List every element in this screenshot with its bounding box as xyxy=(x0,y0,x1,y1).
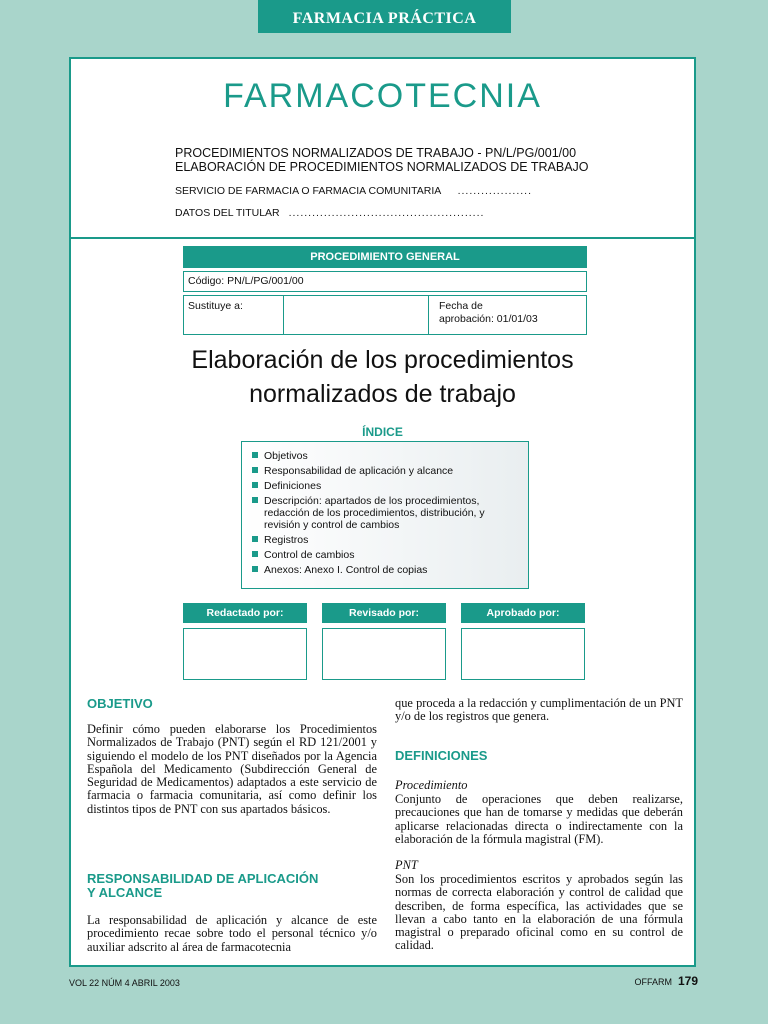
index-item: Anexos: Anexo I. Control de copias xyxy=(252,564,520,576)
definition-pnt-term: PNT xyxy=(395,858,418,872)
titular-dots: .................................................. xyxy=(288,207,485,219)
bullet-square-icon xyxy=(252,566,258,572)
index-box xyxy=(241,441,529,589)
footer-page-info xyxy=(634,974,698,988)
approved-by-box xyxy=(461,628,585,680)
bullet-square-icon xyxy=(252,452,258,458)
objective-heading: OBJETIVO xyxy=(87,696,153,711)
service-label: SERVICIO DE FARMACIA O FARMACIA COMUNITARIA xyxy=(175,185,441,197)
substitution-row xyxy=(183,295,587,335)
responsibility-heading-line2: Y ALCANCE xyxy=(87,885,163,900)
definition-procedure-text: Conjunto de operaciones que deben realizarse, precauciones que han de tomarse y medidas que deberán aplicarse relacionadas directa o indirectamente con la elaboración de la fórmula magistral (FM). xyxy=(395,792,683,846)
bullet-square-icon xyxy=(252,497,258,503)
index-item: Descripción: apartados de los procedimientos, redacción de los procedimientos, distribución, y revisión y control de cambios xyxy=(252,495,520,531)
approval-date-line2: aprobación: 01/01/03 xyxy=(439,313,538,325)
responsibility-heading xyxy=(87,872,318,900)
index-item: Responsabilidad de aplicación y alcance xyxy=(252,465,520,477)
document-title xyxy=(71,343,694,411)
titular-label: DATOS DEL TITULAR xyxy=(175,207,280,219)
responsibility-text: La responsabilidad de aplicación y alcance de este procedimiento recae sobre todo el personal técnico y/o auxiliar adscrito al área de farmacotecnia xyxy=(87,913,377,954)
written-by-box xyxy=(183,628,307,680)
replaces-value xyxy=(284,296,429,334)
reviewed-by-box xyxy=(322,628,446,680)
section-tab: FARMACIA PRÁCTICA xyxy=(258,0,511,33)
document-title-line1: Elaboración de los procedimientos xyxy=(191,346,574,374)
document-title-line2: normalizados de trabajo xyxy=(249,380,516,408)
bullet-square-icon xyxy=(252,467,258,473)
bullet-square-icon xyxy=(252,482,258,488)
index-item: Definiciones xyxy=(252,480,520,492)
responsibility-heading-line1: RESPONSABILIDAD DE APLICACIÓN xyxy=(87,871,319,886)
written-by-header: Redactado por: xyxy=(183,603,307,623)
index-item: Control de cambios xyxy=(252,549,520,561)
approval-date xyxy=(429,296,586,334)
bullet-square-icon xyxy=(252,536,258,542)
general-procedure-header: PROCEDIMIENTO GENERAL xyxy=(183,246,587,268)
titular-line xyxy=(175,207,484,219)
index-item: Objetivos xyxy=(252,450,520,462)
page-number: 179 xyxy=(677,974,698,988)
page-title: FARMACOTECNIA xyxy=(223,77,542,115)
bullet-square-icon xyxy=(252,551,258,557)
reviewed-by-header: Revisado por: xyxy=(322,603,446,623)
objective-text: Definir cómo pueden elaborarse los Procedimientos Normalizados de Trabajo (PNT) según el RD 121/2001 y siguiendo el modelo de los PNT diseñados por la Agencia Española del Medicamento (Subdirección General de Seguridad de Medicamentos) adaptados a este servicio de farmacia o farmacia comunitaria, así como definir los distintos tipos de PNT con sus apartados básicos. xyxy=(87,722,377,816)
index-item: Registros xyxy=(252,534,520,546)
service-dots: ................... xyxy=(457,185,533,197)
replaces-label: Sustituye a: xyxy=(184,296,284,334)
footer-issue: VOL 22 NÚM 4 ABRIL 2003 xyxy=(69,978,180,988)
approval-date-line1: Fecha de xyxy=(439,300,483,312)
definition-procedure-term: Procedimiento xyxy=(395,778,468,792)
index-label: ÍNDICE xyxy=(362,425,403,439)
definitions-heading: DEFINICIONES xyxy=(395,748,488,763)
definition-pnt-text: Son los procedimientos escritos y aprobados según las normas de correcta elaboración y control de calidad que describen, de forma específica, las actividades que se llevan a cabo tanto en la elaboración de una fórmula magistral o preparado oficinal como en su control de calidad. xyxy=(395,872,683,953)
header-box xyxy=(71,59,694,239)
page-card xyxy=(69,57,696,967)
procedure-name-line: ELABORACIÓN DE PROCEDIMIENTOS NORMALIZADOS DE TRABAJO xyxy=(175,160,589,174)
code-field: Código: PN/L/PG/001/00 xyxy=(183,271,587,292)
service-line xyxy=(175,185,532,197)
approved-by-header: Aprobado por: xyxy=(461,603,585,623)
responsibility-text-continued: que proceda a la redacción y cumplimentación de un PNT y/o de los registros que genera. xyxy=(395,696,683,724)
footer-journal: OFFARM xyxy=(634,977,672,987)
procedure-code-line: PROCEDIMIENTOS NORMALIZADOS DE TRABAJO - PN/L/PG/001/00 xyxy=(175,146,577,160)
index-list xyxy=(252,450,520,576)
